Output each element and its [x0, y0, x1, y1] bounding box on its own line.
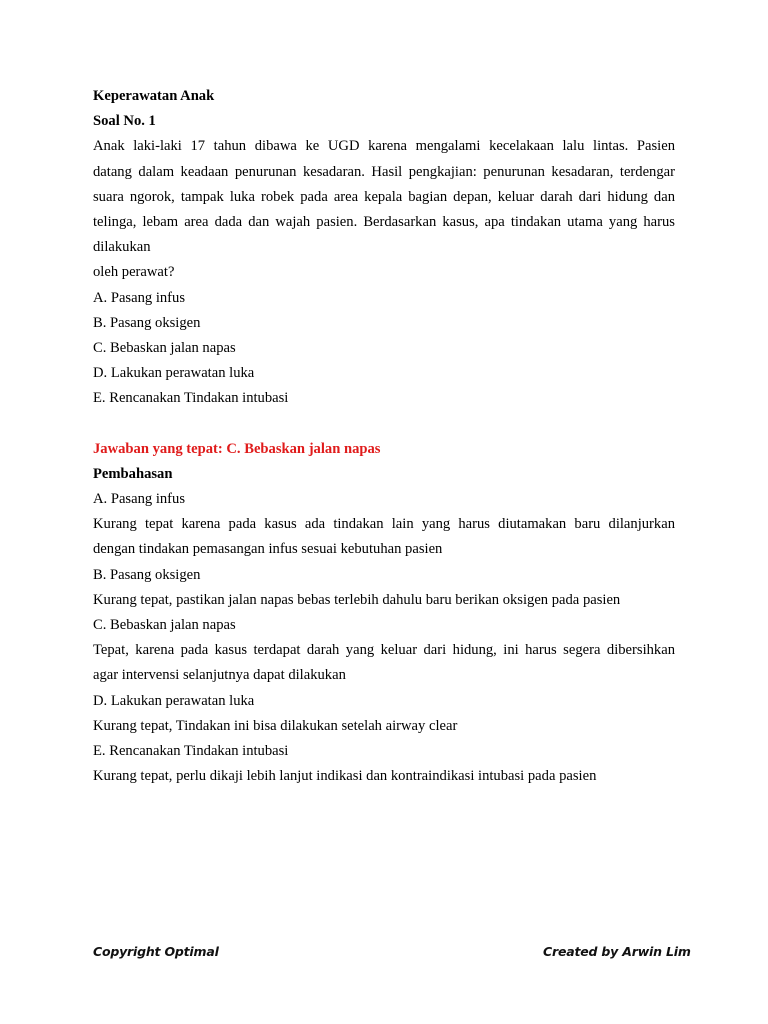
option-d: D. Lakukan perawatan luka — [93, 365, 255, 382]
answer-options — [93, 286, 675, 412]
question-line: Anak laki-laki 17 tahun dibawa ke UGD karena mengalami kecelakaan lalu lintas. Pasien — [93, 138, 675, 155]
question-number: Soal No. 1 — [93, 113, 156, 130]
correct-answer: Jawaban yang tepat: C. Bebaskan jalan napas — [93, 440, 381, 457]
option-e: E. Rencanakan Tindakan intubasi — [93, 390, 289, 407]
discussion-explanation-a: dengan tindakan pemasangan infus sesuai kebutuhan pasien — [93, 541, 443, 558]
discussion-option-c: C. Bebaskan jalan napas — [93, 617, 236, 634]
discussion-explanation-c: agar intervensi selanjutnya dapat dilakukan — [93, 667, 346, 684]
document-body — [93, 84, 675, 789]
discussion-explanation-b: Kurang tepat, pastikan jalan napas bebas terlebih dahulu baru berikan oksigen pada pasien — [93, 591, 621, 608]
option-b: B. Pasang oksigen — [93, 314, 201, 331]
discussion-option-e: E. Rencanakan Tindakan intubasi — [93, 743, 289, 760]
question-line: datang dalam keadaan penurunan kesadaran. Hasil pengkajian: penurunan kesadaran, terdengar — [93, 163, 675, 180]
footer-copyright: Copyright Optimal — [93, 944, 219, 959]
question-line: telinga, lebam area dada dan wajah pasien. Berdasarkan kasus, apa tindakan utama yang harus — [93, 214, 675, 231]
discussion-list — [93, 487, 675, 789]
question-line: dilakukan — [93, 239, 151, 256]
discussion-explanation-d: Kurang tepat, Tindakan ini bisa dilakukan setelah airway clear — [93, 717, 458, 734]
option-a: A. Pasang infus — [93, 289, 186, 306]
discussion-option-b: B. Pasang oksigen — [93, 566, 201, 583]
discussion-title: Pembahasan — [93, 465, 173, 482]
option-c: C. Bebaskan jalan napas — [93, 340, 236, 357]
question-line: oleh perawat? — [93, 264, 175, 281]
section-title: Keperawatan Anak — [93, 88, 215, 104]
discussion-explanation-e: Kurang tepat, perlu dikaji lebih lanjut indikasi dan kontraindikasi intubasi pada pasien — [93, 768, 597, 785]
question-text — [93, 134, 675, 285]
discussion-explanation-c: Tepat, karena pada kasus terdapat darah yang keluar dari hidung, ini harus segera dibersihkan — [93, 642, 675, 659]
footer-author: Created by Arwin Lim — [543, 944, 691, 959]
discussion-explanation-a: Kurang tepat karena pada kasus ada tindakan lain yang harus diutamakan baru dilanjurkan — [93, 516, 675, 533]
discussion-option-d: D. Lakukan perawatan luka — [93, 692, 255, 709]
discussion-option-a: A. Pasang infus — [93, 491, 186, 508]
question-line: suara ngorok, tampak luka robek pada area kepala bagian depan, keluar darah dari hidung dan — [93, 188, 675, 205]
